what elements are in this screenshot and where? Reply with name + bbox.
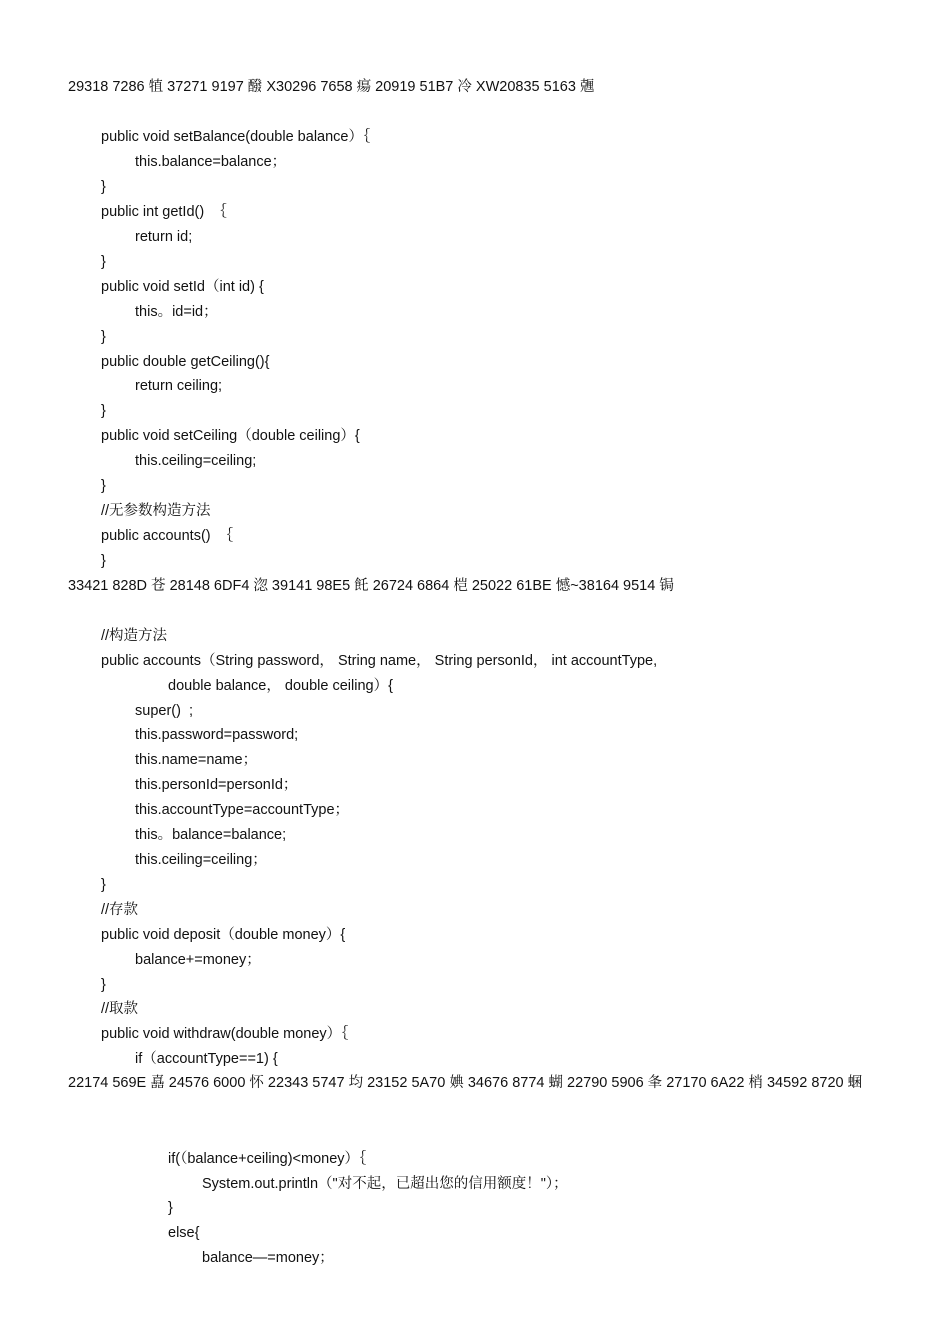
code-line: this.ceiling=ceiling； — [135, 852, 267, 868]
code-line: System.out.println（"对不起，已超出您的信用额度！"）； — [202, 1176, 568, 1192]
code-line: this。balance=balance; — [135, 827, 287, 843]
code-line: public int getId() ｛ — [101, 204, 227, 220]
code-line: public double getCeiling(){ — [101, 354, 270, 370]
code-line: } — [101, 329, 106, 345]
code-comment: //取款 — [101, 1001, 139, 1017]
code-line: double balance， double ceiling）{ — [168, 678, 393, 694]
code-line: } — [101, 977, 106, 993]
code-line: public void deposit（double money）{ — [101, 927, 346, 943]
code-line: } — [101, 254, 106, 270]
code-line: } — [101, 179, 106, 195]
code-line: } — [101, 403, 106, 419]
code-line: return id; — [135, 229, 193, 245]
code-line: public void setId（int id) { — [101, 279, 264, 295]
code-line: balance—=money； — [202, 1250, 334, 1266]
code-comment: //构造方法 — [101, 628, 168, 644]
code-line: this。id=id； — [135, 304, 218, 320]
code-line: this.name=name； — [135, 752, 258, 768]
text-line: 33421 828D 苍 28148 6DF4 淴 39141 98E5 飥 26724 6864 桤 25022 61BE 憾~38164 9514 锔 — [68, 578, 674, 594]
code-line: return ceiling; — [135, 378, 223, 394]
code-line: this.ceiling=ceiling; — [135, 453, 257, 469]
text-line: 29318 7286 犆 37271 9197 醱 X30296 7658 瘍 20919 51B7 冷 XW20835 5163 兣 — [68, 79, 595, 95]
code-line: this.personId=personId； — [135, 777, 298, 793]
code-line: } — [168, 1200, 173, 1216]
code-comment: //存款 — [101, 902, 139, 918]
code-line: this.accountType=accountType； — [135, 802, 350, 818]
code-line: public void setBalance(double balance）｛ — [101, 129, 371, 145]
code-line: if(（balance+ceiling)<money）｛ — [168, 1151, 367, 1167]
code-line: } — [101, 478, 106, 494]
code-line: public void withdraw(double money）｛ — [101, 1026, 349, 1042]
code-line: this.balance=balance； — [135, 154, 287, 170]
code-line: super() ; — [135, 703, 194, 719]
code-line: } — [101, 553, 106, 569]
code-line: } — [101, 877, 106, 893]
code-comment: //无参数构造方法 — [101, 503, 211, 519]
text-line: 22174 569E 嚞 24576 6000 怀 22343 5747 均 23152 5A70 婰 34676 8774 蝴 22790 5906 夆 27170 6A22 梢 34592 8720 蜠 — [68, 1075, 863, 1091]
code-line: public accounts（String password， String name， String personId， int accountType, — [101, 653, 658, 669]
code-line: public void setCeiling（double ceiling）{ — [101, 428, 360, 444]
code-line: if（accountType==1) { — [135, 1051, 278, 1067]
code-line: balance+=money； — [135, 952, 261, 968]
code-line: this.password=password; — [135, 727, 299, 743]
code-line: else{ — [168, 1225, 200, 1241]
code-line: public accounts() ｛ — [101, 528, 234, 544]
